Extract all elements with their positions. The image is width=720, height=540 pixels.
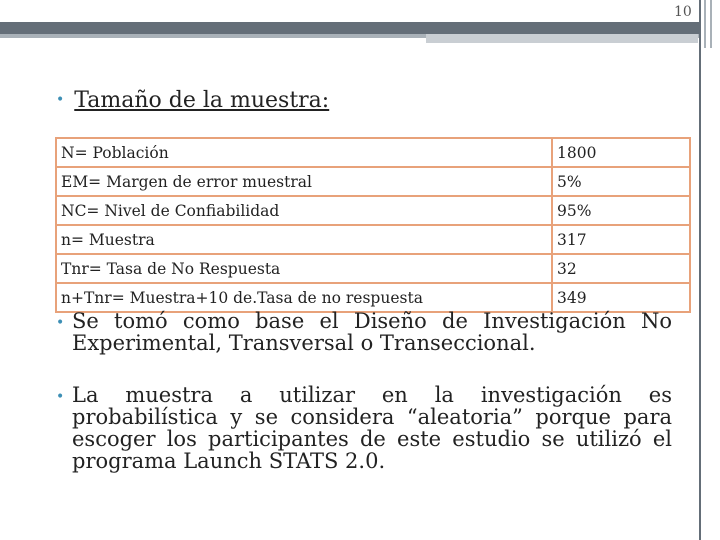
table-cell-key: N= Población xyxy=(56,138,552,167)
table-cell-value: 1800 xyxy=(552,138,690,167)
table-cell-key: n+Tnr= Muestra+10 de.Tasa de no respuesta xyxy=(56,283,552,312)
table-cell-key: EM= Margen de error muestral xyxy=(56,167,552,196)
right-frame-stripe-outer xyxy=(710,0,712,48)
bullet-icon: • xyxy=(56,315,65,331)
table-cell-value: 317 xyxy=(552,225,690,254)
table-cell-key: n= Muestra xyxy=(56,225,552,254)
bullet-icon: • xyxy=(56,92,65,108)
page-number: 10 xyxy=(674,4,692,20)
table-cell-value: 5% xyxy=(552,167,690,196)
right-frame-bar xyxy=(699,0,701,540)
table-row xyxy=(56,254,690,283)
top-frame-tab xyxy=(426,34,698,43)
table-row xyxy=(56,167,690,196)
paragraph-text: La muestra a utilizar en la investigación es probabilística y se considera “aleatoria” porque para escoger los participantes de este estudio se utilizó el programa Launch STATS 2.0. xyxy=(72,383,672,473)
paragraph-text: Se tomó como base el Diseño de Investigación No Experimental, Transversal o Transeccional. xyxy=(72,309,672,355)
table-row xyxy=(56,138,690,167)
table-cell-value: 95% xyxy=(552,196,690,225)
table-cell-key: Tnr= Tasa de No Respuesta xyxy=(56,254,552,283)
table-cell-value: 32 xyxy=(552,254,690,283)
table-row xyxy=(56,225,690,254)
table-row xyxy=(56,196,690,225)
paragraph-design xyxy=(56,310,672,354)
sample-size-table xyxy=(55,137,691,313)
bullet-icon: • xyxy=(56,389,65,405)
top-frame-bar xyxy=(0,22,700,34)
paragraph-sample xyxy=(56,384,672,472)
right-frame-stripe xyxy=(704,0,706,48)
section-heading xyxy=(56,88,329,113)
table-row xyxy=(56,283,690,312)
table-cell-value: 349 xyxy=(552,283,690,312)
table-cell-key: NC= Nivel de Confiabilidad xyxy=(56,196,552,225)
heading-label: Tamaño de la muestra: xyxy=(74,88,330,113)
